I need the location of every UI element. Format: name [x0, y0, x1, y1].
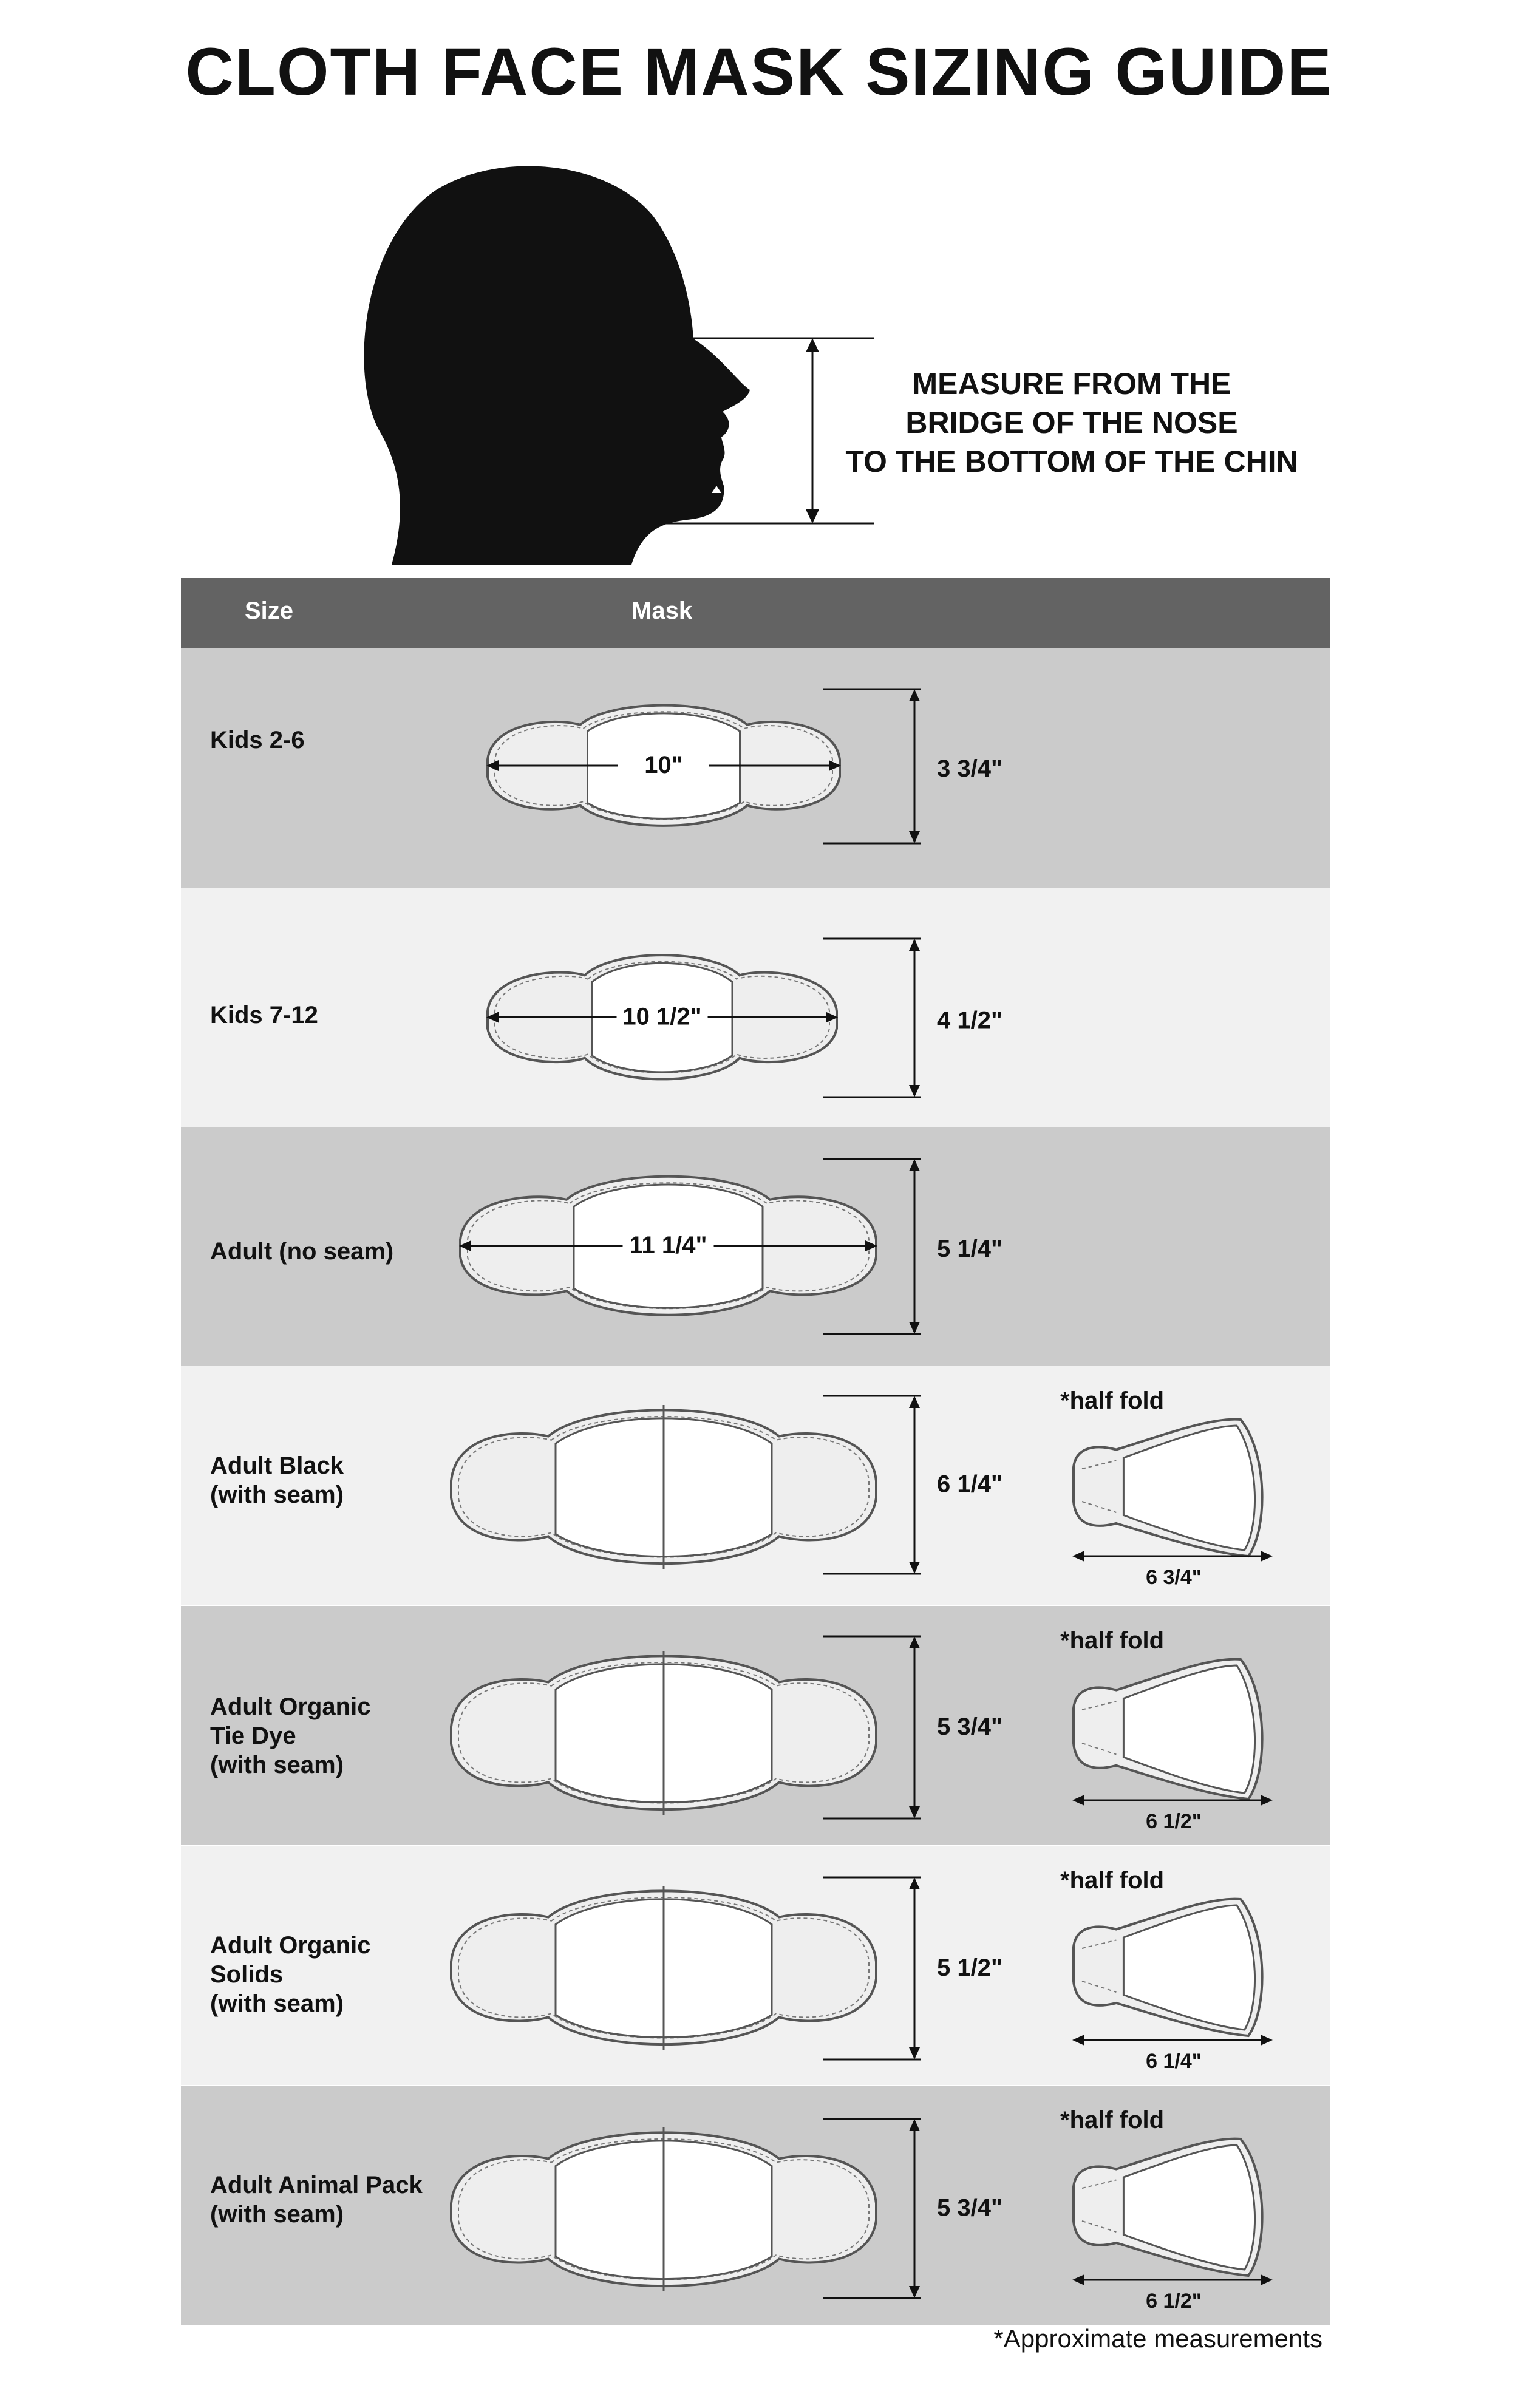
- height-dimension-label: 5 1/2": [937, 1954, 1002, 1981]
- half-fold-width-label: 6 1/4": [1146, 2050, 1202, 2073]
- width-dimension-label: 10": [644, 752, 683, 778]
- table-row: [181, 1846, 1330, 2085]
- size-label-line: Solids: [210, 1961, 284, 1988]
- half-fold-label: *half fold: [1060, 1867, 1165, 1894]
- size-label-line: (with seam): [210, 1752, 344, 1778]
- table-row: [181, 1366, 1330, 1605]
- size-label-line: Kids 7-12: [210, 1002, 318, 1029]
- page-title: CLOTH FACE MASK SIZING GUIDE: [185, 35, 1333, 109]
- mask-column-header: Mask: [631, 597, 693, 624]
- mask-diagram: [181, 1366, 1330, 1605]
- table-row: [181, 2086, 1330, 2325]
- head-silhouette: [364, 166, 750, 565]
- size-label-line: Adult Animal Pack: [210, 2172, 423, 2199]
- size-label-line: (with seam): [210, 1481, 344, 1508]
- table-row: [181, 1127, 1330, 1367]
- half-fold-label: *half fold: [1060, 1627, 1165, 1654]
- height-dimension-label: 5 3/4": [937, 2194, 1002, 2222]
- half-fold-width-label: 6 3/4": [1146, 1566, 1202, 1589]
- width-dimension-label: 10 1/2": [622, 1003, 702, 1030]
- size-table: [181, 578, 1330, 2322]
- measure-line-2: BRIDGE OF THE NOSE: [905, 406, 1238, 440]
- half-fold-label: *half fold: [1060, 2107, 1165, 2134]
- table-row: [181, 648, 1330, 888]
- half-fold-label: *half fold: [1060, 1387, 1165, 1414]
- face-mask-icon: [451, 1651, 876, 1815]
- size-label-line: (with seam): [210, 2201, 344, 2228]
- size-label-line: Adult Black: [210, 1452, 344, 1479]
- half-fold-mask-icon: [1074, 1899, 1262, 2036]
- measure-line-3: TO THE BOTTOM OF THE CHIN: [845, 444, 1298, 478]
- table-header: [181, 578, 1330, 648]
- mask-diagram: [181, 888, 1330, 1127]
- height-dimension-label: 5 3/4": [937, 1713, 1002, 1740]
- face-mask-icon: [451, 2127, 876, 2291]
- table-row: [181, 888, 1330, 1127]
- size-label-line: Adult Organic: [210, 1693, 371, 1720]
- arrow-down-icon: [806, 509, 819, 523]
- size-label-line: Adult Organic: [210, 1932, 371, 1959]
- footnote: *Approximate measurements: [993, 2324, 1322, 2353]
- height-dimension-label: 6 1/4": [937, 1471, 1002, 1498]
- table-row: [181, 1606, 1330, 1845]
- size-label-line: Kids 2-6: [210, 727, 305, 753]
- half-fold-mask-icon: [1074, 1420, 1262, 1556]
- mask-diagram: [181, 1127, 1330, 1367]
- half-fold-mask-icon: [1074, 1659, 1262, 1799]
- size-label-line: Adult (no seam): [210, 1238, 394, 1265]
- arrow-up-icon: [806, 338, 819, 352]
- half-fold-mask-icon: [1074, 2139, 1262, 2276]
- width-dimension-label: 11 1/4": [629, 1232, 707, 1259]
- mask-diagram: [181, 648, 1330, 888]
- height-dimension-label: 4 1/2": [937, 1007, 1002, 1034]
- half-fold-width-label: 6 1/2": [1146, 1810, 1202, 1833]
- mask-diagram: [181, 1606, 1330, 1845]
- half-fold-width-label: 6 1/2": [1146, 2290, 1202, 2313]
- measure-line-1: MEASURE FROM THE: [912, 367, 1231, 401]
- face-mask-icon: [451, 1886, 876, 2050]
- face-mask-icon: [451, 1405, 876, 1569]
- height-dimension-label: 3 3/4": [937, 755, 1002, 782]
- size-column-header: Size: [245, 597, 294, 624]
- measure-instruction: [838, 364, 1305, 481]
- size-label-line: Tie Dye: [210, 1723, 296, 1749]
- mask-diagram: [181, 1846, 1330, 2085]
- size-label-line: (with seam): [210, 1990, 344, 2017]
- mask-diagram: [181, 2086, 1330, 2325]
- height-dimension-label: 5 1/4": [937, 1236, 1002, 1262]
